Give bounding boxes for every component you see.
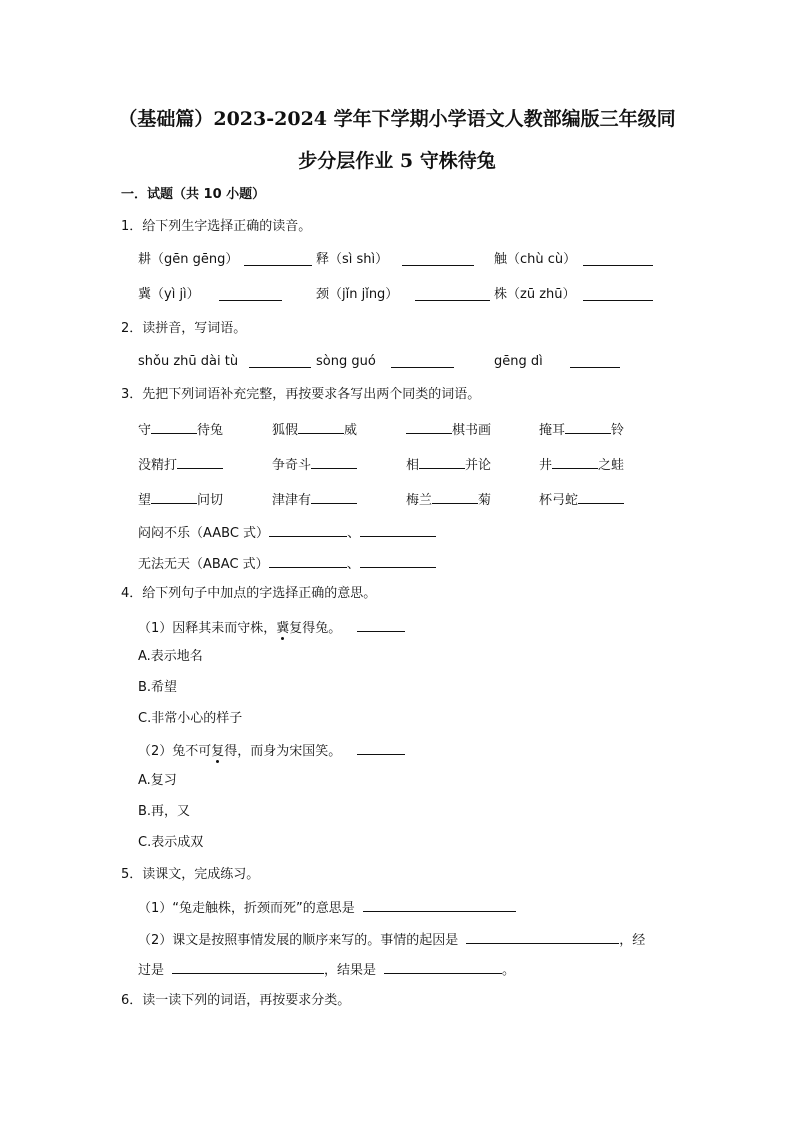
q3-r1-c3: 棋书画 xyxy=(406,420,491,440)
q1-stem: 1．给下列生字选择正确的读音。 xyxy=(121,219,312,234)
q1-item-4: 冀（yì jì） xyxy=(138,287,200,302)
q2-blank-1[interactable] xyxy=(249,354,311,368)
q2-stem: 2．读拼音，写词语。 xyxy=(121,321,247,336)
q3-r3-c4-blank[interactable] xyxy=(578,490,624,504)
q4-s2-option-a[interactable]: A.复习 xyxy=(138,773,177,788)
q1-item-6: 株（zū zhū） xyxy=(494,287,576,302)
q5-p1-blank[interactable] xyxy=(363,898,516,912)
title-line-1: （基础篇）2023-2024 学年下学期小学语文人教部编版三年级同 xyxy=(118,108,676,130)
q3-r1-c1: 守 待兔 xyxy=(138,420,223,440)
q3-aabc-blank-2[interactable] xyxy=(360,523,436,537)
q1-blank-2[interactable] xyxy=(402,252,474,266)
q3-abac-blank-1[interactable] xyxy=(269,554,347,568)
q3-stem: 3．先把下列词语补充完整，再按要求各写出两个同类的词语。 xyxy=(121,387,481,402)
q4-s1-option-a[interactable]: A.表示地名 xyxy=(138,649,203,664)
q1-blank-6[interactable] xyxy=(583,287,653,301)
q3-r2-c4: 井 之蛙 xyxy=(539,455,624,475)
q3-aabc-blank-1[interactable] xyxy=(269,523,347,537)
q4-stem: 4．给下列句子中加点的字选择正确的意思。 xyxy=(121,586,377,601)
q4-s1-blank[interactable] xyxy=(357,618,405,632)
q3-r1-c3-blank[interactable] xyxy=(406,420,452,434)
q5-stem: 5．读课文，完成练习。 xyxy=(121,867,260,882)
q1-blank-3[interactable] xyxy=(583,252,653,266)
q1-blank-5[interactable] xyxy=(415,287,490,301)
q4-s2-option-b[interactable]: B.再，又 xyxy=(138,804,191,819)
q4-s1-dotted-char: 冀 xyxy=(276,621,290,636)
q5-part-2: （2）课文是按照事情发展的顺序来写的。事情的起因是 ，经 xyxy=(138,930,645,950)
section-heading: 一．试题（共 10 小题） xyxy=(121,187,266,202)
q3-r2-c1-blank[interactable] xyxy=(177,455,223,469)
q5-p2-blank[interactable] xyxy=(466,930,619,944)
q4-s2-blank[interactable] xyxy=(357,741,405,755)
q3-r2-c2-blank[interactable] xyxy=(311,455,357,469)
q1-item-2: 释（sì shì） xyxy=(316,252,389,267)
q5-part-2-cont: 过是 ，结果是 。 xyxy=(138,960,515,980)
q1-item-3: 触（chù cù） xyxy=(494,252,577,267)
q3-r1-c4: 掩耳 铃 xyxy=(539,420,624,440)
q3-aabc: 闷闷不乐（AABC 式） 、 xyxy=(138,523,436,543)
q3-r1-c2-blank[interactable] xyxy=(298,420,344,434)
q2-item-2: sòng guó xyxy=(316,354,376,369)
q1-blank-1[interactable] xyxy=(244,252,312,266)
q3-r3-c1: 望 问切 xyxy=(138,490,223,510)
q4-s2-option-c[interactable]: C.表示成双 xyxy=(138,835,204,850)
q2-item-1: shǒu zhū dài tù xyxy=(138,354,239,369)
q3-abac-blank-2[interactable] xyxy=(360,554,436,568)
q3-r3-c3: 梅兰 菊 xyxy=(406,490,491,510)
q2-blank-2[interactable] xyxy=(391,354,454,368)
q4-sentence-2: （2）兔不可复得，而身为宋国笑。 xyxy=(138,741,405,761)
q4-sentence-1: （1）因释其耒而守株，冀复得兔。 xyxy=(138,618,405,638)
q3-r2-c2: 争奇斗 xyxy=(272,455,357,475)
title-line-2: 步分层作业 5 守株待兔 xyxy=(298,150,496,172)
q3-r3-c4: 杯弓蛇 xyxy=(539,490,624,510)
q4-s1-option-c[interactable]: C.非常小心的样子 xyxy=(138,711,243,726)
q3-abac: 无法无天（ABAC 式） 、 xyxy=(138,554,436,574)
q3-r1-c1-blank[interactable] xyxy=(151,420,197,434)
q3-r3-c2-blank[interactable] xyxy=(311,490,357,504)
q3-r2-c3-blank[interactable] xyxy=(419,455,465,469)
q1-blank-4[interactable] xyxy=(219,287,282,301)
q2-blank-3[interactable] xyxy=(570,354,620,368)
q5-p3-blank-2[interactable] xyxy=(384,960,502,974)
q3-r2-c1: 没精打 xyxy=(138,455,223,475)
q3-r1-c2: 狐假 威 xyxy=(272,420,357,440)
q3-r1-c4-blank[interactable] xyxy=(565,420,611,434)
q4-s1-option-b[interactable]: B.希望 xyxy=(138,680,178,695)
q4-s2-dotted-char: 复 xyxy=(211,744,225,759)
q3-r3-c2: 津津有 xyxy=(272,490,357,510)
q6-stem: 6．读一读下列的词语，再按要求分类。 xyxy=(121,993,351,1008)
q5-part-1: （1）“兔走触株，折颈而死”的意思是 xyxy=(138,898,516,918)
q3-r3-c3-blank[interactable] xyxy=(432,490,478,504)
q3-r2-c3: 相 并论 xyxy=(406,455,491,475)
q5-p3-blank-1[interactable] xyxy=(172,960,324,974)
q2-item-3: gēng dì xyxy=(494,354,543,369)
q3-r3-c1-blank[interactable] xyxy=(151,490,197,504)
q1-item-1: 耕（gēn gēng） xyxy=(138,252,239,267)
q3-r2-c4-blank[interactable] xyxy=(552,455,598,469)
q1-item-5: 颈（jǐn jǐng） xyxy=(316,287,399,302)
